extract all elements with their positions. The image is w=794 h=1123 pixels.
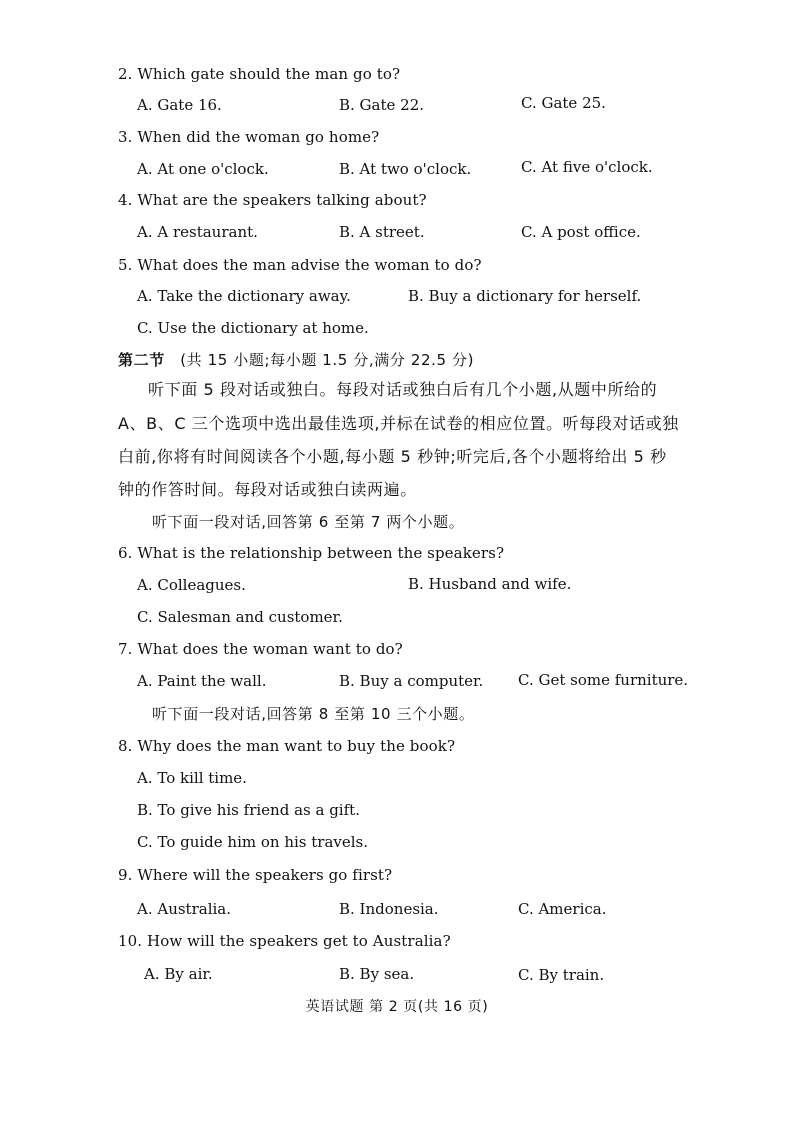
question-9-option-b: B. Indonesia.: [339, 900, 439, 918]
question-6-option-c: C. Salesman and customer.: [137, 608, 343, 626]
question-2-option-a: A. Gate 16.: [137, 96, 222, 114]
question-6-option-b: B. Husband and wife.: [408, 575, 572, 593]
question-7-option-b: B. Buy a computer.: [339, 672, 484, 690]
question-8-option-b: B. To give his friend as a gift.: [137, 801, 360, 819]
question-8-option-a: A. To kill time.: [137, 769, 247, 787]
question-7-stem: 7. What does the woman want to do?: [118, 640, 403, 658]
question-7-option-c: C. Get some furniture.: [518, 671, 689, 689]
question-4-option-a: A. A restaurant.: [137, 223, 258, 241]
question-9-option-c: C. America.: [518, 900, 607, 918]
prompt-q6-q7: 听下面一段对话,回答第 6 至第 7 两个小题。: [152, 513, 465, 531]
question-3-option-a: A. At one o'clock.: [137, 160, 269, 178]
question-5-option-a: A. Take the dictionary away.: [137, 287, 351, 305]
question-10-option-a: A. By air.: [144, 965, 213, 983]
question-8-stem: 8. Why does the man want to buy the book?: [118, 737, 456, 755]
section-scoring: (共 15 小题;每小题 1.5 分,满分 22.5 分): [180, 351, 475, 369]
instruction-line-1: 听下面 5 段对话或独白。每段对话或独白后有几个小题,从题中所给的: [148, 380, 658, 399]
page-footer: 英语试题 第 2 页(共 16 页): [305, 999, 489, 1015]
question-8-option-c: C. To guide him on his travels.: [137, 833, 369, 851]
instruction-line-4: 钟的作答时间。每段对话或独白读两遍。: [118, 480, 417, 499]
prompt-q8-q10: 听下面一段对话,回答第 8 至第 10 三个小题。: [152, 705, 475, 723]
question-7-option-a: A. Paint the wall.: [137, 672, 267, 690]
section-header: [118, 350, 474, 370]
question-4-option-c: C. A post office.: [521, 223, 641, 241]
question-2-option-b: B. Gate 22.: [339, 96, 425, 114]
question-4-option-b: B. A street.: [339, 223, 425, 241]
question-5-option-c: C. Use the dictionary at home.: [137, 319, 369, 337]
question-10-option-c: C. By train.: [518, 966, 605, 984]
question-6-stem: 6. What is the relationship between the speakers?: [118, 544, 505, 562]
section-title: 第二节: [118, 351, 165, 369]
question-5-option-b: B. Buy a dictionary for herself.: [408, 287, 642, 305]
question-2-option-c: C. Gate 25.: [521, 94, 606, 112]
question-3-option-b: B. At two o'clock.: [339, 160, 472, 178]
question-2-stem: 2. Which gate should the man go to?: [118, 65, 401, 83]
question-9-option-a: A. Australia.: [137, 900, 232, 918]
instruction-line-3: 白前,你将有时间阅读各个小题,每小题 5 秒钟;听完后,各个小题将给出 5 秒: [118, 447, 667, 466]
instruction-line-2: A、B、C 三个选项中选出最佳选项,并标在试卷的相应位置。听每段对话或独: [118, 414, 679, 433]
question-9-stem: 9. Where will the speakers go first?: [118, 866, 393, 884]
question-6-option-a: A. Colleagues.: [137, 576, 246, 594]
question-5-stem: 5. What does the man advise the woman to do?: [118, 256, 482, 274]
question-4-stem: 4. What are the speakers talking about?: [118, 191, 427, 209]
question-10-option-b: B. By sea.: [339, 965, 415, 983]
question-3-stem: 3. When did the woman go home?: [118, 128, 380, 146]
question-3-option-c: C. At five o'clock.: [521, 158, 653, 176]
question-10-stem: 10. How will the speakers get to Australia?: [118, 932, 451, 950]
